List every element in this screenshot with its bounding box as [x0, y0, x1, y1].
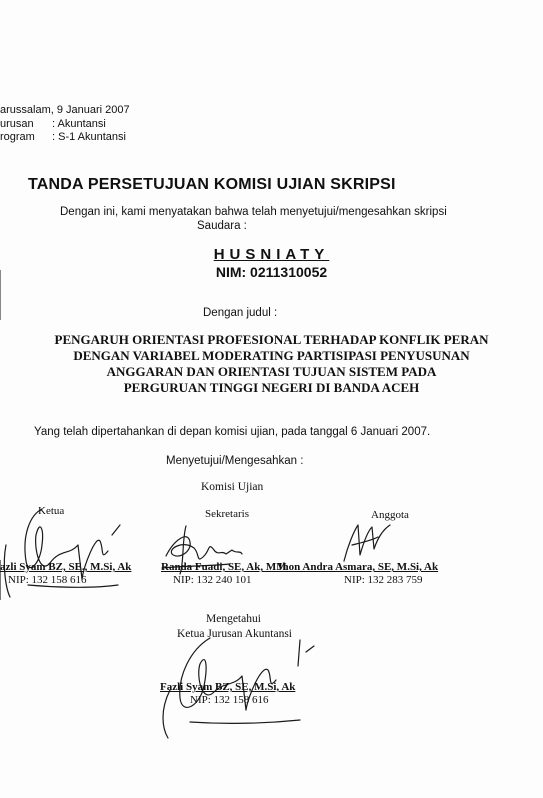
mengetahui-role: Ketua Jurusan Akuntansi [177, 628, 292, 640]
place-date: arussalam, 9 Januari 2007 [0, 104, 130, 116]
mengetahui-name: Fazli Syam BZ, SE, M.Si, Ak [160, 681, 296, 693]
thesis-title-line: ANGGARAN DAN ORIENTASI TUJUAN SISTEM PADA [106, 364, 437, 379]
thesis-title-line: DENGAN VARIABEL MODERATING PARTISIPASI PENYUSUNAN [73, 348, 470, 363]
mengetahui-label: Mengetahui [206, 613, 261, 625]
thesis-title-line: PENGARUH ORIENTASI PROFESIONAL TERHADAP KONFLIK PERAN [54, 332, 489, 347]
approval-label: Menyetujui/Mengesahkan : [166, 455, 304, 467]
thesis-title [0, 332, 543, 396]
anggota-name: Jhon Andra Asmara, SE, M.Si, Ak [277, 561, 439, 573]
sekretaris-role: Sekretaris [205, 508, 249, 520]
anggota-signature [330, 515, 410, 567]
sekretaris-name: Randa Fuadi, SE, Ak, MM [161, 561, 287, 573]
anggota-nip: NIP: 132 283 759 [344, 574, 423, 586]
anggota-role: Anggota [371, 509, 409, 521]
student-name: HUSNIATY [213, 246, 330, 263]
judul-label: Dengan judul : [203, 307, 278, 319]
jurusan-value: : Akuntansi [52, 118, 106, 130]
committee-label: Komisi Ujian [201, 481, 264, 493]
student-nim: NIM: 0211310052 [215, 264, 328, 280]
ketua-nip: NIP: 132 158 616 [8, 574, 87, 586]
intro-line-2: Saudara : [197, 220, 247, 232]
defended-text: Yang telah dipertahankan di depan komisi ujian, pada tanggal 6 Januari 2007. [34, 426, 431, 438]
program-label: rogram [0, 131, 35, 143]
intro-line-1: Dengan ini, kami menyatakan bahwa telah menyetujui/mengesahkan skripsi [60, 206, 447, 218]
document-title: TANDA PERSETUJUAN KOMISI UJIAN SKRIPSI [28, 176, 396, 193]
ketua-name: azli Syam BZ, SE., M.Si, Ak [0, 561, 132, 573]
jurusan-label: urusan [0, 118, 34, 130]
mengetahui-nip: NIP: 132 158 616 [190, 694, 269, 706]
program-row [0, 131, 126, 144]
program-value: : S-1 Akuntansi [52, 131, 126, 143]
thesis-title-line: PERGURUAN TINGGI NEGERI DI BANDA ACEH [123, 380, 420, 395]
ketua-role: Ketua [38, 505, 65, 517]
jurusan-row [0, 118, 106, 131]
sekretaris-nip: NIP: 132 240 101 [173, 574, 252, 586]
